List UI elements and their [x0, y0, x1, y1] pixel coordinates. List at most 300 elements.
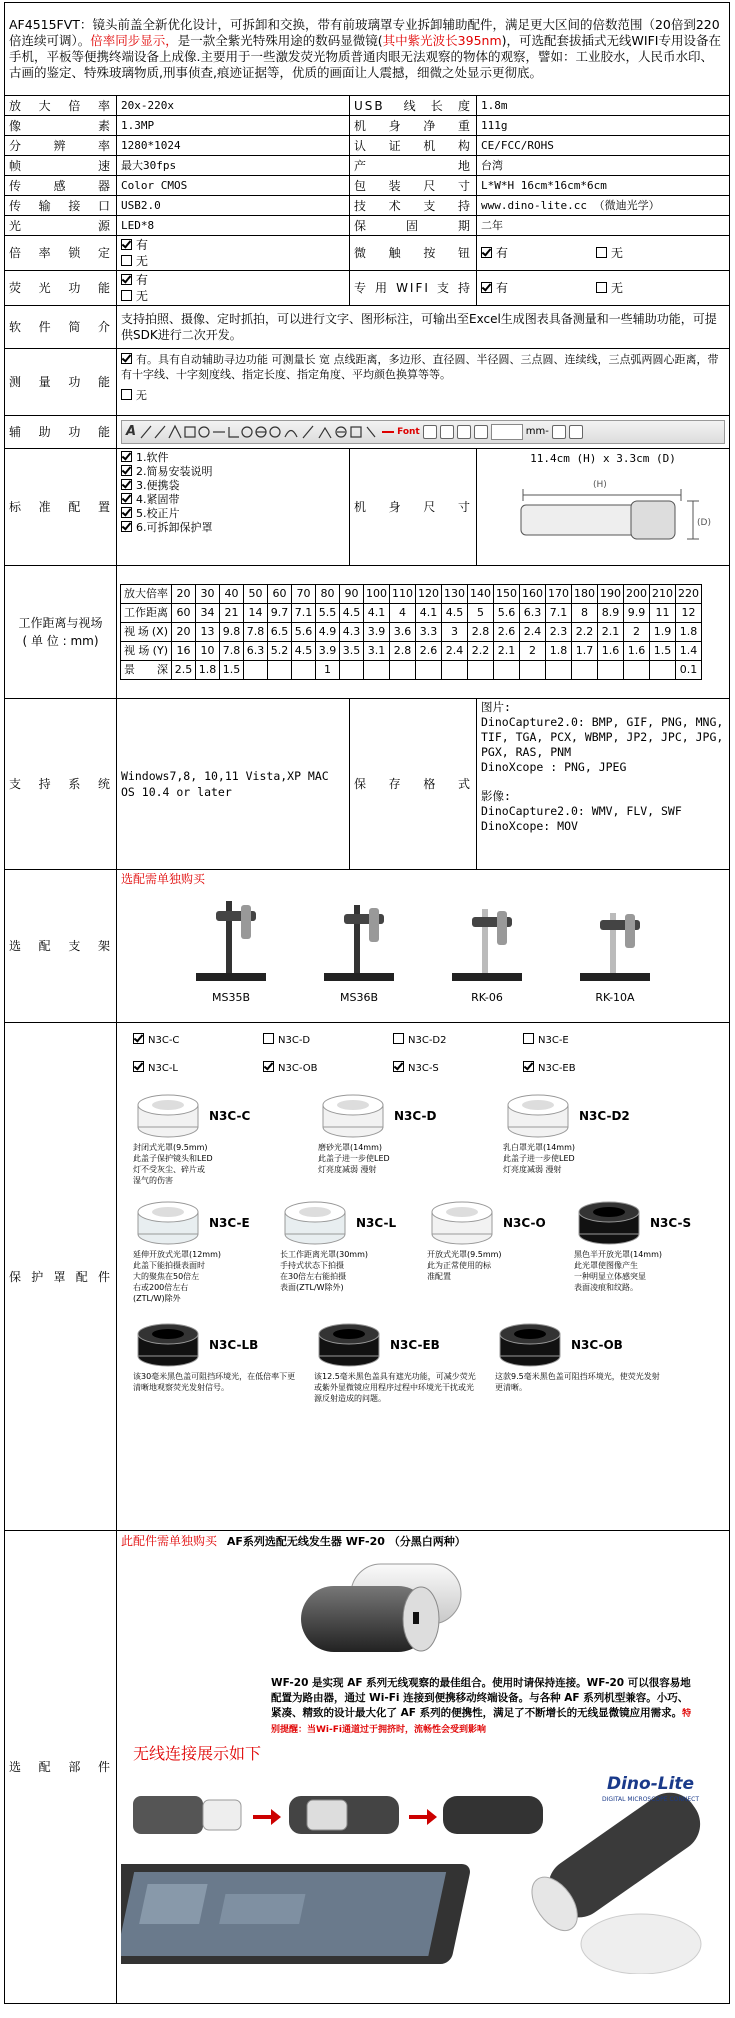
- standard-row: [5, 449, 730, 566]
- workdist-cell: 7.8: [244, 623, 268, 642]
- workdist-cell: 6.3: [244, 642, 268, 661]
- item-checkbox[interactable]: [121, 465, 132, 476]
- spec-row: [5, 116, 730, 136]
- workdist-cell: [416, 661, 442, 680]
- workdist-cell: 9.8: [220, 623, 244, 642]
- spec-value: 20x-220x: [117, 96, 350, 116]
- item-checkbox[interactable]: [121, 479, 132, 490]
- cap-header: [318, 1093, 483, 1139]
- parts-title: AF系列选配无线发生器 WF-20 （分黑白两种）: [226, 1535, 466, 1548]
- workdist-cell: 4.1: [364, 604, 390, 623]
- cap-checkbox[interactable]: [263, 1061, 274, 1072]
- model-name: AF4515FVT：: [9, 17, 93, 32]
- caps-group-2: [133, 1200, 713, 1304]
- standard-items: [117, 449, 350, 566]
- workdist-cell: 4.5: [292, 642, 316, 661]
- cap-check-item: [523, 1055, 653, 1083]
- workdist-cell: 3.6: [390, 623, 416, 642]
- parts-note: 此配件需单独购买: [121, 1534, 218, 1548]
- measure-row: [5, 349, 730, 416]
- cap-check-item: [393, 1055, 523, 1083]
- cap-header: [314, 1322, 479, 1368]
- size-label: 机身尺寸: [350, 449, 477, 566]
- workdist-cell: 0.1: [676, 661, 702, 680]
- cap-name: N3C-C: [209, 1108, 251, 1123]
- workdist-cell: 3: [442, 623, 468, 642]
- settings-icon[interactable]: [569, 425, 583, 439]
- intro-row: [5, 3, 730, 96]
- wireless-title: 无线连接展示如下: [133, 1744, 262, 1763]
- option-yes: [481, 245, 596, 261]
- spec-row: [5, 196, 730, 216]
- workdist-table-row: [121, 623, 702, 642]
- spec-label: 包装尺寸: [350, 176, 477, 196]
- no-checkbox[interactable]: [121, 255, 132, 266]
- workdist-cell: [468, 661, 494, 680]
- dino-lite-logo: [602, 1776, 699, 1808]
- spec-value: www.dino-lite.cc （微迪光学）: [477, 196, 730, 216]
- brand-subtitle: DIGITAL MICROSCOPE CONNECT: [602, 1796, 700, 1803]
- cap-check-label: N3C-D2: [408, 1035, 447, 1046]
- spec-label: 认证机构: [350, 136, 477, 156]
- cap-name: N3C-D2: [579, 1108, 630, 1123]
- workdist-cell: 4.9: [316, 623, 340, 642]
- item-label: 6.可拆卸保护罩: [136, 521, 213, 534]
- cap-image: [280, 1200, 350, 1246]
- check-rows: [5, 236, 730, 306]
- cap-item: [133, 1093, 298, 1186]
- caps-group-1: [133, 1093, 713, 1186]
- spec-row: [5, 216, 730, 236]
- workdist-label-title: 工作距离与视场: [18, 616, 103, 630]
- workdist-cell: 130: [442, 585, 468, 604]
- standard-item: [121, 479, 345, 493]
- feature-label: 微触按钮: [350, 236, 477, 271]
- cap-desc: 乳白罩光罩(14mm) 此盖子进一步使LED 灯亮度减弱 漫射: [503, 1143, 576, 1174]
- item-label: 1.软件: [136, 451, 169, 464]
- workdist-cell: 5.6: [494, 604, 520, 623]
- calibrate-icon[interactable]: [457, 425, 471, 439]
- workdist-cell: 150: [494, 585, 520, 604]
- unit-select[interactable]: mm-: [525, 426, 549, 437]
- grid-icon[interactable]: [423, 425, 437, 439]
- cap-item: [314, 1322, 479, 1404]
- no-label: 无: [136, 289, 149, 303]
- workdist-cell: 1: [316, 661, 340, 680]
- spec-label: 保固期: [350, 216, 477, 236]
- item-checkbox[interactable]: [121, 507, 132, 518]
- option-no: [596, 245, 711, 261]
- measure-no-option: [121, 388, 725, 403]
- workdist-cell: 2.8: [468, 623, 494, 642]
- workdist-cell: 1.8: [546, 642, 572, 661]
- workdist-cell: 6.5: [268, 623, 292, 642]
- spec-value: 1.8m: [477, 96, 730, 116]
- workdist-cell: [494, 661, 520, 680]
- workdist-cell: 5.2: [268, 642, 292, 661]
- intro-part3: )，可选配套拔插式无线WIFI专用设备在手机，平板等便携终端设备上成像.主要用于一些激发荧光物质普通肉眼无法观察的物体的观察，譬如：工业胶水，人民币水印、古画的鉴定、特殊玻璃物质,刑事侦查,痕迹证据等，优质的画面让人震撼，细微之处显示更彻底。: [9, 33, 721, 80]
- item-checkbox[interactable]: [121, 451, 132, 462]
- cap-header: [133, 1322, 298, 1368]
- cap-header: [133, 1093, 298, 1139]
- option-yes: [481, 280, 596, 296]
- workdist-cell: 1.8: [196, 661, 220, 680]
- spec-label: 放大倍率: [5, 96, 117, 116]
- standard-item: [121, 451, 345, 465]
- cap-name: N3C-OB: [571, 1337, 623, 1352]
- spec-row: [5, 156, 730, 176]
- software-row: [5, 306, 730, 349]
- stand-row: [5, 870, 730, 1023]
- cap-check-label: N3C-E: [538, 1035, 569, 1046]
- workdist-cell: 1.9: [650, 623, 676, 642]
- cap-check-item: [133, 1055, 263, 1083]
- standard-label: 标准配置: [5, 449, 117, 566]
- workdist-cell: 7.8: [220, 642, 244, 661]
- workdist-cell: 4.5: [340, 604, 364, 623]
- option-no: [596, 280, 711, 296]
- workdist-cell: 80: [316, 585, 340, 604]
- workdist-label: [5, 566, 117, 699]
- workdist-table-row: [121, 642, 702, 661]
- workdist-cell: 3.5: [340, 642, 364, 661]
- workdist-row-header: 视场(X): [121, 623, 172, 642]
- spec-value: 111g: [477, 116, 730, 136]
- stand-model-name: RK-10A: [595, 991, 635, 1004]
- spec-row: [5, 136, 730, 156]
- caps-group-3: [133, 1322, 713, 1404]
- cap-item: [503, 1093, 668, 1186]
- stand-note: 选配需单独购买: [121, 872, 206, 886]
- parts-desc: WF-20 是实现 AF 系列无线观察的最佳组合。使用时请保持连接。WF-20 可以很容易地配置为路由器，通过 Wi-Fi 连接到便携移动终端设备。与各种 AF 系列机型兼容。小巧、紧凑、精致的设计最大化了 AF 系列的便携性，满足了不断增长的无线显微镜应用需求。: [271, 1677, 691, 1719]
- cap-desc: 长工作距离光罩(30mm) 手持式状态下拍摄 在30倍左右能拍摄 表面(ZTL/W除外): [280, 1250, 369, 1292]
- system-text: Windows7,8, 10,11 Vista,XP MAC OS 10.4 or later: [117, 699, 350, 870]
- intro-text: [5, 3, 730, 96]
- software-label: 软件简介: [5, 306, 117, 349]
- line-color-icon: [382, 431, 394, 433]
- cap-check-item: [523, 1027, 653, 1055]
- workdist-cell: [520, 661, 546, 680]
- workdist-cell: 190: [598, 585, 624, 604]
- cap-item: [133, 1200, 268, 1304]
- workdist-cell: [598, 661, 624, 680]
- spec-value: CE/FCC/ROHS: [477, 136, 730, 156]
- stand-model-name: RK-06: [471, 991, 503, 1004]
- cap-header: [280, 1200, 415, 1246]
- video-formats: DinoCapture2.0: WMV, FLV, SWF: [481, 804, 682, 818]
- workdist-cell: 2.5: [172, 661, 196, 680]
- workdist-cell: 3.9: [316, 642, 340, 661]
- cap-name: N3C-LB: [209, 1337, 259, 1352]
- cap-item: [318, 1093, 483, 1186]
- cap-check-label: N3C-OB: [278, 1063, 318, 1074]
- wf20-device-image: [281, 1556, 481, 1666]
- cap-desc: 开放式光罩(9.5mm) 此为正常使用的标 准配置: [427, 1250, 502, 1281]
- size-text: 11.4cm (H) x 3.3cm (D): [530, 452, 676, 465]
- workdist-cell: 6.3: [520, 604, 546, 623]
- yes-label: 有: [136, 238, 149, 252]
- workdist-cell: 90: [340, 585, 364, 604]
- yes-label: 有: [496, 281, 509, 295]
- spec-label: 帧速: [5, 156, 117, 176]
- workdist-cell: 70: [292, 585, 316, 604]
- cap-checkbox[interactable]: [393, 1061, 404, 1072]
- stand-images: [121, 891, 725, 1006]
- cap-desc: 黑色半开放光罩(14mm) 此光罩使图像产生 一种明显立体感突显 表面凌痕和纹路。: [574, 1250, 663, 1292]
- workdist-cell: 5.5: [316, 604, 340, 623]
- workdist-row-header: 放大倍率: [121, 585, 172, 604]
- workdist-cell: 170: [546, 585, 572, 604]
- cap-image: [133, 1322, 203, 1368]
- standard-item: [121, 465, 345, 479]
- dim-d-label: (D): [697, 518, 711, 528]
- cap-check-item: [393, 1027, 523, 1055]
- aux-label: 辅助功能: [5, 416, 117, 449]
- workdist-cell: 14: [244, 604, 268, 623]
- option-no: [121, 253, 236, 269]
- cap-check-label: N3C-EB: [538, 1063, 576, 1074]
- option-yes: [121, 237, 236, 253]
- image-formats: DinoCapture2.0: BMP, GIF, PNG, MNG, TIF, TGA, PCX, WBMP, JP2, JPC, JPG, PGX, RAS, PNM: [481, 715, 724, 759]
- crosshair-icon[interactable]: [474, 425, 488, 439]
- cap-header: [427, 1200, 562, 1246]
- workdist-cell: [572, 661, 598, 680]
- cap-image: [314, 1322, 384, 1368]
- yes-label: 有: [136, 273, 149, 287]
- workdist-cell: 20: [172, 623, 196, 642]
- item-checkbox[interactable]: [121, 493, 132, 504]
- feature-label: 荧光功能: [5, 271, 117, 306]
- cap-checkbox[interactable]: [263, 1033, 274, 1044]
- cap-item: [574, 1200, 709, 1304]
- workdist-cell: 5: [468, 604, 494, 623]
- spec-label: USB 线长度: [350, 96, 477, 116]
- workdist-cell: 1.4: [676, 642, 702, 661]
- workdist-table: [120, 584, 702, 680]
- feature-label: 倍率锁定: [5, 236, 117, 271]
- cap-check-label: N3C-D: [278, 1035, 311, 1046]
- item-label: 4.紧固带: [136, 493, 180, 506]
- cap-checkbox[interactable]: [393, 1033, 404, 1044]
- stand-image: [570, 891, 660, 986]
- cap-checkbox[interactable]: [523, 1061, 534, 1072]
- save-format-label: 保存格式: [350, 699, 477, 870]
- cap-image: [133, 1093, 203, 1139]
- cap-desc: 封闭式光罩(9.5mm) 此盖子保护镜头和LED 灯不受灰尘、碎片或 湿气的伤害: [133, 1143, 213, 1185]
- stand-model-name: MS36B: [339, 991, 379, 1004]
- workdist-cell: 4.1: [416, 604, 442, 623]
- cap-checkbox[interactable]: [523, 1033, 534, 1044]
- spec-value: 1280*1024: [117, 136, 350, 156]
- standard-item: [121, 521, 345, 535]
- spec-value: 台湾: [477, 156, 730, 176]
- spec-label: 产地: [350, 156, 477, 176]
- cap-image: [133, 1200, 203, 1246]
- intro-highlight-wavelength: 其中紫光波长395nm: [382, 33, 502, 48]
- spec-value: 1.3MP: [117, 116, 350, 136]
- workdist-cell: 16: [172, 642, 196, 661]
- workdist-cell: 4.5: [442, 604, 468, 623]
- spec-value: USB2.0: [117, 196, 350, 216]
- feature-options: [477, 271, 730, 306]
- workdist-cell: 50: [244, 585, 268, 604]
- no-label: 无: [611, 281, 624, 295]
- workdist-cell: 5.6: [292, 623, 316, 642]
- workdist-cell: 12: [676, 604, 702, 623]
- yes-checkbox[interactable]: [121, 274, 132, 285]
- workdist-table-row: [121, 585, 702, 604]
- workdist-cell: [364, 661, 390, 680]
- workdist-cell: 7.1: [546, 604, 572, 623]
- cap-item: [495, 1322, 660, 1404]
- measure-toolbar: [121, 420, 725, 444]
- workdist-cell: 140: [468, 585, 494, 604]
- workdist-table-row: [121, 661, 702, 680]
- workdist-table-row: [121, 604, 702, 623]
- workdist-cell: 2.1: [598, 623, 624, 642]
- feature-label: 专用WIFI支持: [350, 271, 477, 306]
- workdist-cell: 4: [390, 604, 416, 623]
- cap-checkbox[interactable]: [133, 1033, 144, 1044]
- no-checkbox[interactable]: [596, 282, 607, 293]
- measure-no-checkbox[interactable]: [121, 389, 132, 400]
- workdist-row-header: 视场(Y): [121, 642, 172, 661]
- standard-item: [121, 507, 345, 521]
- measure-label: 测量功能: [5, 349, 117, 416]
- workdist-cell: 120: [416, 585, 442, 604]
- microscope-dimension-drawing: [481, 467, 721, 557]
- value-input[interactable]: [491, 424, 523, 440]
- parts-warning: 特别提醒：当Wi-Fi通道过于拥挤时，流畅性会受到影响: [271, 1709, 692, 1735]
- feature-options: [477, 236, 730, 271]
- workdist-cell: 2: [520, 642, 546, 661]
- cap-image: [503, 1093, 573, 1139]
- workdist-cell: 100: [364, 585, 390, 604]
- item-checkbox[interactable]: [121, 521, 132, 532]
- stand-item: [314, 891, 404, 1006]
- workdist-cell: 40: [220, 585, 244, 604]
- stand-image: [186, 891, 276, 986]
- workdist-label-unit: ( 单 位 : mm): [22, 634, 99, 648]
- workdist-cell: 30: [196, 585, 220, 604]
- export-icon[interactable]: [552, 425, 566, 439]
- workdist-cell: 1.6: [598, 642, 624, 661]
- spec-value: LED*8: [117, 216, 350, 236]
- workdist-row-header: 工作距离: [121, 604, 172, 623]
- video-format-title: 影像:: [481, 789, 511, 803]
- cap-header: [495, 1322, 660, 1368]
- video-xcope: DinoXcope: MOV: [481, 819, 578, 833]
- caps-checklist: [133, 1027, 713, 1083]
- stand-item: [442, 891, 532, 1006]
- yes-checkbox[interactable]: [121, 239, 132, 250]
- workdist-cell: [268, 661, 292, 680]
- image-format-title: 图片:: [481, 700, 511, 714]
- spec-label: 像素: [5, 116, 117, 136]
- workdist-cell: 10: [196, 642, 220, 661]
- spec-table: [4, 2, 730, 2004]
- no-checkbox[interactable]: [121, 290, 132, 301]
- workdist-cell: 200: [624, 585, 650, 604]
- workdist-row-header: 景深: [121, 661, 172, 680]
- font-icon: Font: [397, 427, 420, 437]
- cap-header: [574, 1200, 709, 1246]
- workdist-cell: 210: [650, 585, 676, 604]
- spec-label: 机身净重: [350, 116, 477, 136]
- workdist-cell: [390, 661, 416, 680]
- stand-item: [186, 891, 276, 1006]
- spec-value: L*W*H 16cm*16cm*6cm: [477, 176, 730, 196]
- intro-part1: 镜头前盖全新优化设计，可拆卸和交换，带有前玻璃罩专业拆卸辅助配件，满足更大区间的倍数范围（20倍到220倍连续可调）。: [9, 17, 720, 48]
- spec-value: Color CMOS: [117, 176, 350, 196]
- zoom-icon[interactable]: [440, 425, 454, 439]
- no-checkbox[interactable]: [596, 247, 607, 258]
- item-label: 3.便携袋: [136, 479, 180, 492]
- stand-label: 选配支架: [5, 870, 117, 1023]
- measure-yes-checkbox[interactable]: [121, 353, 132, 364]
- yes-label: 有: [496, 246, 509, 260]
- cap-name: N3C-L: [356, 1215, 397, 1230]
- item-label: 5.校正片: [136, 507, 180, 520]
- spec-label: 分辨率: [5, 136, 117, 156]
- spec-value: 二年: [477, 216, 730, 236]
- caps-row: [5, 1023, 730, 1531]
- cap-checkbox[interactable]: [133, 1061, 144, 1072]
- workdist-cell: 1.7: [572, 642, 598, 661]
- workdist-cell: 8: [572, 604, 598, 623]
- workdist-cell: 2.1: [494, 642, 520, 661]
- workdist-cell: 2: [624, 623, 650, 642]
- workdist-cell: 2.2: [468, 642, 494, 661]
- workdist-cell: [340, 661, 364, 680]
- workdist-cell: [650, 661, 676, 680]
- drawing-tools-icon: [139, 424, 379, 440]
- cap-name: N3C-EB: [390, 1337, 440, 1352]
- intro-part2: 是一款全紫光特殊用途的数码显微镜(: [177, 33, 383, 48]
- aux-row: [5, 416, 730, 449]
- spec-label: 传输接口: [5, 196, 117, 216]
- option-no: [121, 288, 236, 304]
- stand-model-name: MS35B: [211, 991, 251, 1004]
- cap-check-label: N3C-C: [148, 1035, 180, 1046]
- spec-rows: [5, 96, 730, 236]
- cap-check-label: N3C-S: [408, 1063, 439, 1074]
- workdist-cell: 60: [172, 604, 196, 623]
- image-xcope: DinoXcope : PNG, JPEG: [481, 760, 627, 774]
- cap-header: [133, 1200, 268, 1246]
- spec-row: [5, 96, 730, 116]
- spec-row: [5, 176, 730, 196]
- yes-checkbox[interactable]: [481, 282, 492, 293]
- parts-row: [5, 1531, 730, 2004]
- workdist-cell: 3.3: [416, 623, 442, 642]
- workdist-cell: 8.9: [598, 604, 624, 623]
- cap-image: [574, 1200, 644, 1246]
- workdist-cell: 13: [196, 623, 220, 642]
- workdist-cell: 2.8: [390, 642, 416, 661]
- feature-options: [117, 236, 350, 271]
- yes-checkbox[interactable]: [481, 247, 492, 258]
- stand-item: [570, 891, 660, 1006]
- measure-no-text: 无: [136, 389, 147, 402]
- cap-desc: 延伸开放式光罩(12mm) 此盖下能拍摄表面时 大的聚焦在50倍左 右或200倍左右 (ZTL/W)除外: [133, 1250, 222, 1303]
- workdist-cell: [546, 661, 572, 680]
- workdist-cell: 4.3: [340, 623, 364, 642]
- cap-desc: 这款9.5毫米黑色盖可阻挡环境光，使荧光发射更清晰。: [495, 1372, 660, 1392]
- workdist-cell: 160: [520, 585, 546, 604]
- spec-label: 传感器: [5, 176, 117, 196]
- option-yes: [121, 272, 236, 288]
